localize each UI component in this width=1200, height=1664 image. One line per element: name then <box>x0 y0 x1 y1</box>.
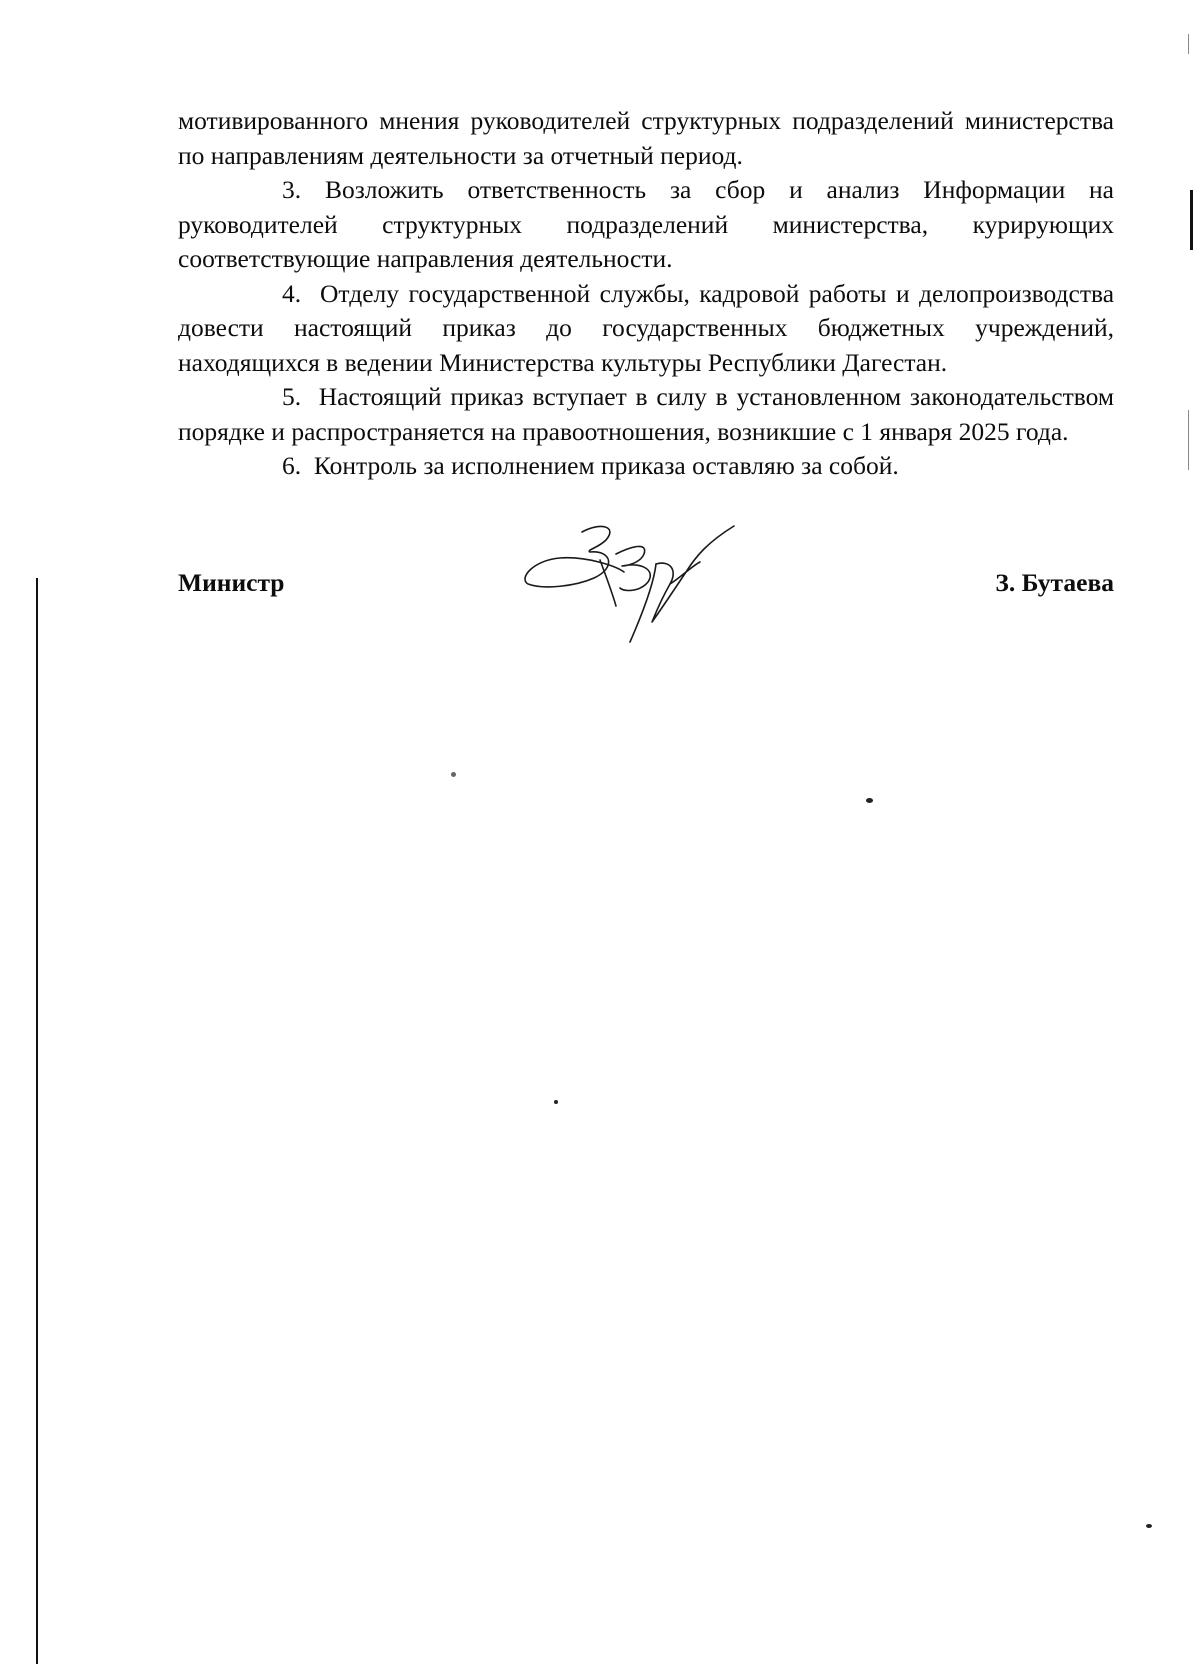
paragraph-item-5 <box>178 380 1114 449</box>
scan-speck <box>866 798 873 803</box>
paragraph-continuation <box>178 104 1114 173</box>
paragraph-text: мотивированного мнения руководителей структурных подразделений министерства по направлениям деятельности за отчетный период. <box>178 106 1114 170</box>
item-text: Отделу государственной службы, кадровой работы и делопроизводства довести настоящий приказ до государственных бюджетных учреждений, находящихся в ведении Министерства культуры Республики Дагестан. <box>178 278 1115 377</box>
item-number: 4. <box>282 278 302 308</box>
item-number: 3. <box>282 175 302 204</box>
item-text: Возложить ответственность за сбор и анализ Информации на руководителей структурных подразделений министерства, курирующих соответствующие направления деятельности. <box>178 175 1115 273</box>
scan-edge-mark <box>1188 410 1189 470</box>
scan-edge-mark <box>1188 34 1189 54</box>
item-number: 5. <box>282 382 302 411</box>
handwritten-signature <box>520 520 750 650</box>
scan-speck <box>451 772 456 777</box>
signatory-name: З. Бутаева <box>995 568 1114 597</box>
item-text: Контроль за исполнением приказа оставляю за собой. <box>313 451 899 480</box>
scan-edge-mark <box>1190 190 1193 250</box>
paragraph-item-3 <box>178 173 1114 277</box>
paragraph-item-6 <box>178 449 1114 484</box>
item-text: Настоящий приказ вступает в силу в установленном законодательством порядке и распространяется на правоотношения, возникшие с 1 января 2025 года. <box>178 382 1115 446</box>
document-body <box>178 104 1114 484</box>
scan-speck <box>554 1100 558 1104</box>
signatory-title: Министр <box>178 568 285 597</box>
scan-edge-line <box>36 578 38 1664</box>
paragraph-item-4 <box>178 277 1114 381</box>
scan-speck <box>1146 1524 1152 1528</box>
item-number: 6. <box>282 451 302 480</box>
